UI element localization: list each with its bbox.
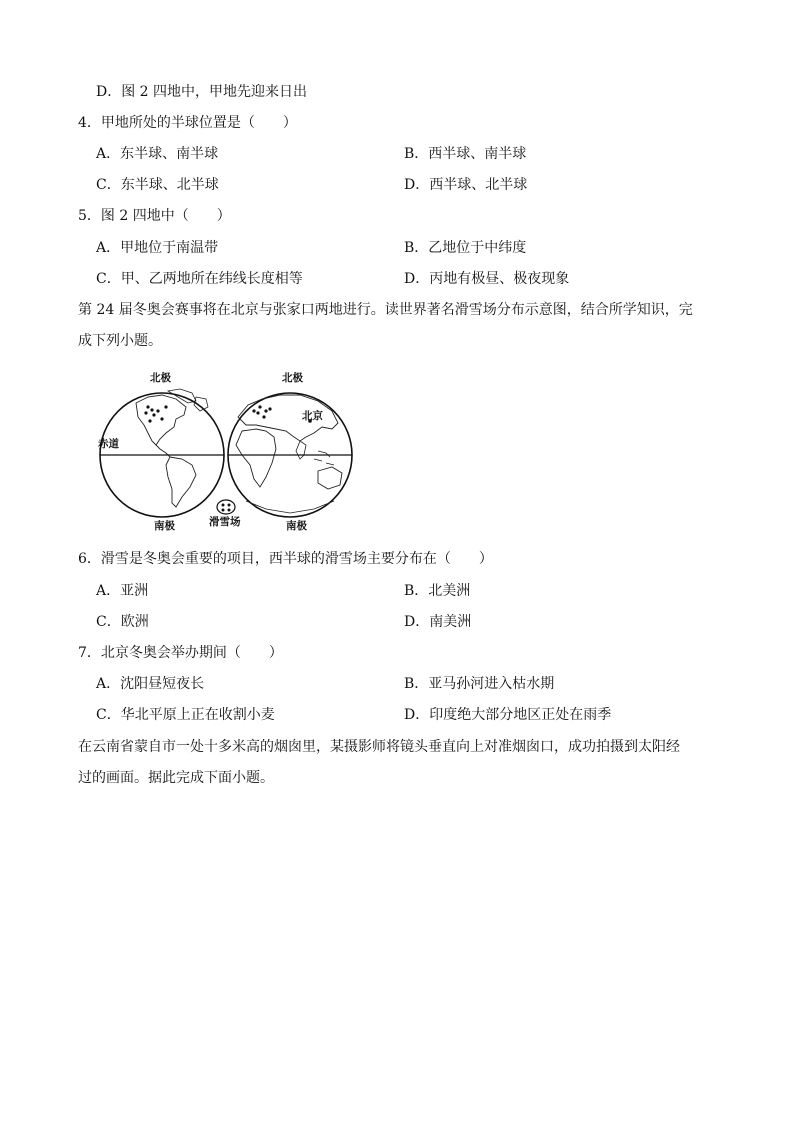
western-hemisphere: [100, 389, 224, 517]
q6-option-d: D．南美洲: [404, 614, 472, 630]
q6-option-a: A．亚洲: [96, 583, 149, 599]
q5-stem: 5．图 2 四地中（ ）: [78, 208, 231, 224]
q6-option-c: C．欧洲: [96, 614, 149, 630]
q4-option-a: A．东半球、南半球: [96, 146, 219, 162]
east-south-pole-label: 南极: [286, 520, 307, 532]
q7-option-a: A．沈阳昼短夜长: [96, 676, 205, 692]
q3-option-d: D．图 2 四地中，甲地先迎来日出: [96, 84, 308, 100]
q6-option-b: B．北美洲: [404, 583, 471, 599]
west-north-pole-label: 北极: [150, 372, 171, 384]
east-north-pole-label: 北极: [282, 372, 303, 384]
q5-option-c: C．甲、乙两地所在纬线长度相等: [96, 271, 303, 287]
hemispheres-svg: [96, 367, 360, 535]
q5-option-a: A．甲地位于南温带: [96, 240, 219, 256]
legend-label: 滑雪场: [209, 516, 241, 528]
q7-option-b: B．亚马孙河进入枯水期: [404, 676, 555, 692]
q7-stem: 7．北京冬奥会举办期间（ ）: [78, 645, 283, 661]
legend: [209, 500, 241, 528]
west-south-pole-label: 南极: [154, 520, 175, 532]
q4-stem: 4．甲地所处的半球位置是（ ）: [78, 115, 297, 131]
eastern-hemisphere: [228, 393, 352, 517]
passage2-line2: 过的画面。据此完成下面小题。: [78, 770, 274, 786]
q7-option-d: D．印度绝大部分地区正处在雨季: [404, 707, 612, 723]
q5-option-d: D．丙地有极昼、极夜现象: [404, 271, 570, 287]
q7-option-c: C．华北平原上正在收割小麦: [96, 707, 275, 723]
passage2-line1: 在云南省蒙自市一处十多米高的烟囱里，某摄影师将镜头垂直向上对准烟囱口，成功拍摄到太阳经: [78, 739, 680, 755]
passage1-line1: 第 24 届冬奥会赛事将在北京与张家口两地进行。读世界著名滑雪场分布示意图，结合所学知识，完: [78, 302, 693, 318]
q5-option-b: B．乙地位于中纬度: [404, 240, 527, 256]
beijing-label: 北京: [302, 410, 323, 422]
q4-option-d: D．西半球、北半球: [404, 177, 528, 193]
q4-option-c: C．东半球、北半球: [96, 177, 219, 193]
passage1-line2: 成下列小题。: [78, 333, 162, 349]
equator-label: 赤道: [98, 438, 119, 450]
q4-option-b: B．西半球、南半球: [404, 146, 527, 162]
q6-stem: 6．滑雪是冬奥会重要的项目，西半球的滑雪场主要分布在（ ）: [78, 551, 493, 567]
ski-resort-map: [96, 367, 360, 535]
